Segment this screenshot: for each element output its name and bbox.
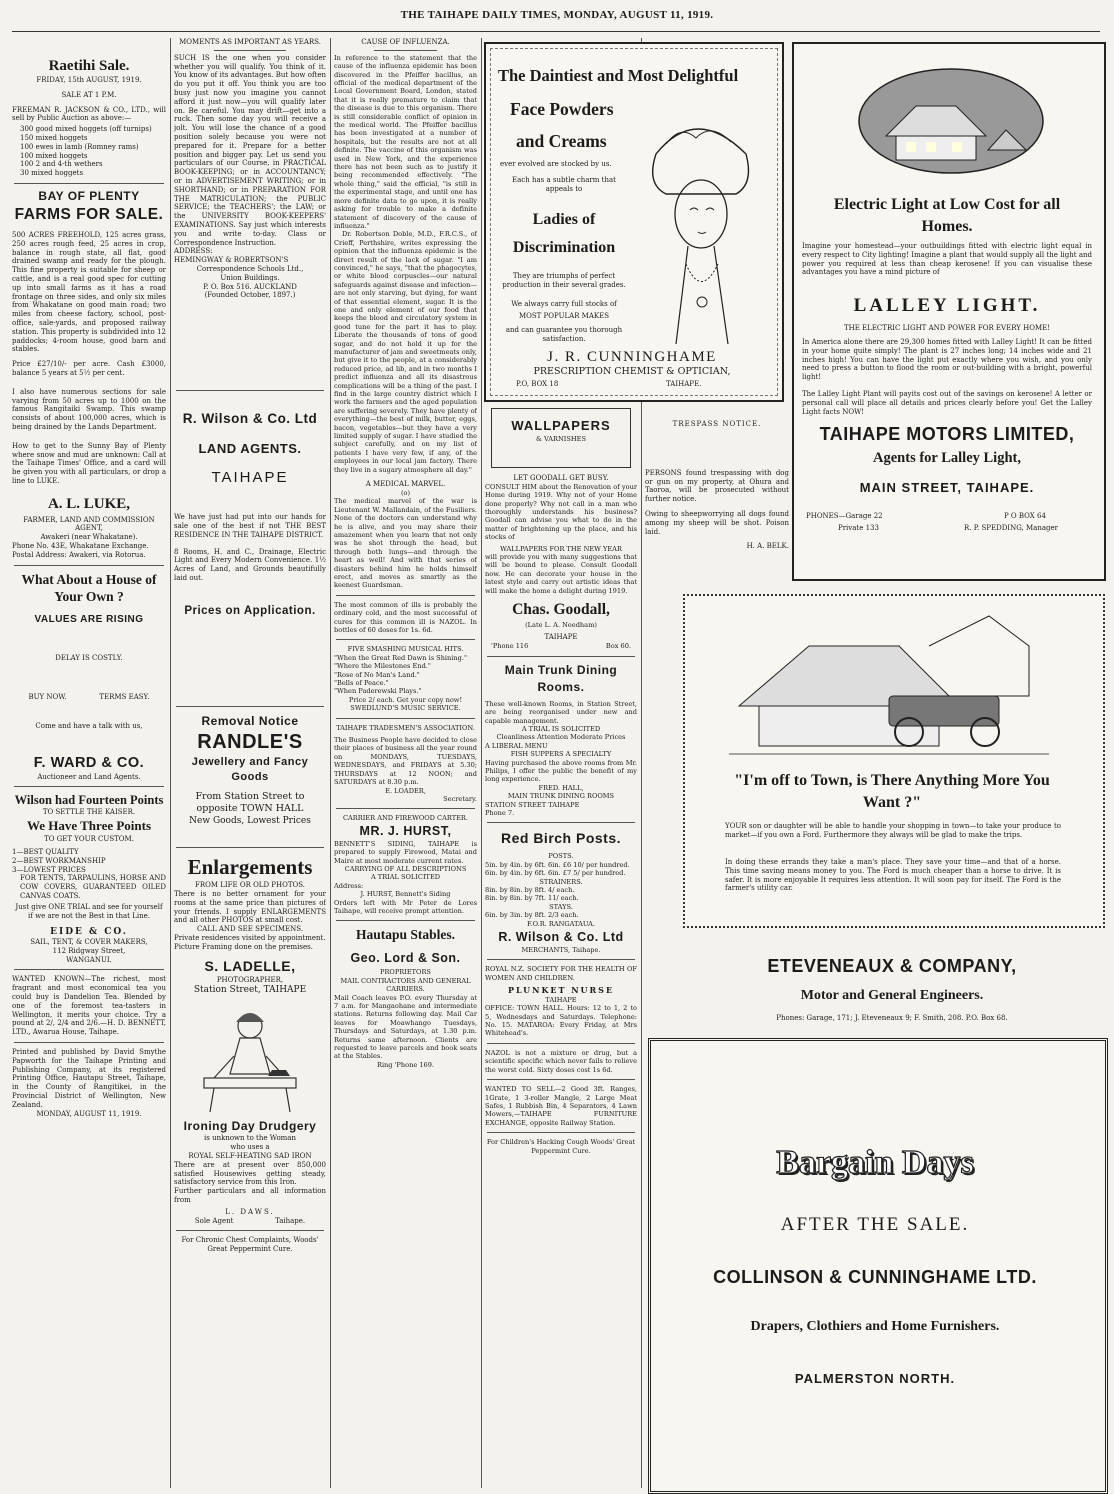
lalley-sub: THE ELECTRIC LIGHT AND POWER FOR EVERY HOME! — [843, 324, 1051, 332]
enlargements-body: There is no better ornament for your rooms at the same price than pictures of your friends. I supply ENLARGEMENTS and all other PHOTOS at small cost. — [174, 890, 326, 925]
wallpapers-body-2: will provide you with many suggestions that will be bound to please. Consult Goodall now. He can decorate your house in the latest style and carry out artistic ideas that will make the home a delight during 1919. — [485, 553, 637, 595]
influenza-body: In reference to the statement that the cause of the influenza epidemic has been discovered in the Pfeiffer bacillus, an official of the medical department of the Local Government Board, London, stated that it is really premature to claim that the disease is due to this organism. There is still considerable conflict of opinion in the medical world. The Pfeiffer bacillus has been investigated at a number of hospitals, but the results are not at all definite. The vaccine of this organism was used in New York, and the experience there has not been such as to justify it being recommended effectively. "The whole thing," said the official, "is still in the experimental stage, and until one has more definite data to go upon, it is really asking for trouble to make a definite statement of discovery of the cause of influenza." — [334, 53, 477, 230]
trespass-title: TRESPASS NOTICE. — [672, 420, 762, 428]
lalley-name: LALLEY LIGHT. — [853, 295, 1041, 316]
house-values: VALUES ARE RISING — [34, 613, 144, 625]
eide-role: SAIL, TENT, & COVER MAKERS, — [30, 938, 148, 947]
wallpapers-banner — [491, 408, 631, 468]
ford-body-1: YOUR son or daughter will be able to handle your shopping in town—to take your produce to market—if you own a Ford. Furthermore they always will be glad to make the trips. — [725, 822, 1061, 839]
red-birch-merchants: MERCHANTS, Taihape. — [521, 946, 601, 955]
bargain-days-ad — [648, 1038, 1108, 1494]
main-trunk-clean: Cleanliness Attention Moderate Prices — [496, 733, 626, 742]
wallpapers-body: CONSULT HIM about the Renovation of your Home during 1919. Why not of your Home done properly? Why not call in a man who thoroughly understands his business? Goodall can advise you what to do in the matter of brightening up the place, and his stocks of — [485, 482, 637, 542]
raetihi-time: SALE AT 1 P.M. — [61, 90, 117, 99]
music-item: "Where the Milestones End." — [334, 662, 431, 671]
music-title: FIVE SMASHING MUSICAL HITS. — [347, 645, 464, 654]
house-buy-row — [12, 693, 166, 702]
main-trunk-menu: A LIBERAL MENU — [485, 741, 548, 750]
main-trunk-name-2: MAIN TRUNK DINING ROOMS — [507, 792, 615, 801]
taihape-motors-agents: Agents for Lalley Light, — [873, 450, 1021, 466]
masthead-rule — [12, 31, 1100, 32]
rwilson-prices: Prices on Application. — [184, 604, 316, 617]
cunninghame-body: They are triumphs of perfect production in their several grades. — [502, 272, 626, 289]
furniture-exchange-ad: WANTED TO SELL—2 Good 3ft. Ranges, 1Grate, 1 3-roller Mangle, 2 Large Meat Safes, 1 Rubbish Bin, 4 Separators, 4 Lawn Mowers,—TAIHAPE FURNITURE EXCHANGE, opposite Railway Station. — [485, 1085, 637, 1127]
raetihi-item: 100 mixed hoggets — [20, 151, 88, 160]
dandelion-tea-ad: WANTED KNOWN—The richest, most fragrant and most economical tea you could buy is Dandelion Tea. Blended by one of the foremost tea-tasters in Wellington, it merits your choice. Try a pound at 2/, 2/4 and 2/6.—H. D. BENNETT, LTD., Awarua House, Taihape. — [12, 975, 166, 1037]
red-birch-line: 5in. by 4in. by 6ft. 6in. £6 10/ per hundred. — [485, 860, 630, 869]
music-price: Price 2/ each. Get your copy now! — [348, 695, 463, 704]
goodall-name: Chas. Goodall, — [512, 601, 610, 619]
daws-town: Taihape. — [275, 1216, 306, 1225]
marvel-title: A MEDICAL MARVEL. — [365, 480, 446, 489]
wilson-settle: TO SETTLE THE KAISER. — [42, 808, 136, 817]
ironing-woman-illustration — [174, 1004, 326, 1114]
wilson-try: Just give ONE TRIAL and see for yourself if we are not the Best in that Line. — [15, 902, 163, 920]
daws-role-row — [174, 1217, 326, 1226]
ward-role: Auctioneer and Land Agents. — [37, 772, 141, 781]
main-trunk-title: Main Trunk Dining Rooms. — [504, 662, 618, 694]
daws-name: L. DAWS. — [225, 1207, 275, 1216]
trespass-body: PERSONS found trespassing with dog or gun on my property, at Ohura and Taoroa, will be prosecuted without further notice. — [645, 468, 789, 504]
goodall-town: TAIHAPE — [544, 633, 578, 642]
wilson-points-title: Wilson had Fourteen Points — [14, 793, 164, 808]
taihape-motors-phones: PHONES—Garage 22 — [806, 512, 883, 520]
cunninghame-each: Each has a subtle charm that appeals to — [512, 176, 616, 193]
plunket-society: ROYAL N.Z. SOCIETY FOR THE HEALTH OF WOMEN AND CHILDREN. — [485, 965, 637, 982]
luke-phone: Phone No. 43E, Whakatane Exchange. — [12, 542, 149, 551]
luke-name: A. L. LUKE, — [47, 495, 131, 512]
bargain-title: Bargain Days — [776, 1144, 974, 1181]
bargain-town: PALMERSTON NORTH. — [794, 1371, 956, 1386]
cunninghame-ever: ever evolved are stocked by us. — [500, 160, 612, 168]
moments-title: MOMENTS AS IMPORTANT AS YEARS. — [179, 38, 321, 46]
hacking-cough-ad: For Children's Hacking Cough Woods' Great Peppermint Cure. — [486, 1138, 636, 1155]
main-trunk-fish: FISH SUPPERS A SPECIALTY — [510, 750, 612, 759]
marvel-body: The medical marvel of the war is Lieutenant W. Mallandain, of the Fusiliers. None of the doctors can understand why he is alive, and you may share their amazement when you learn that not only was he shot through the head, but through both lungs—and through the heart as well! And with that series of disasters behind him he holds himself erect, and moves as smartly as the keenest Guardsman. — [334, 497, 477, 590]
taihape-motors-box: P O BOX 64 — [1004, 512, 1046, 520]
music-item: "When Paderewski Plays." — [334, 687, 422, 696]
raetihi-item: 150 mixed hoggets — [20, 133, 88, 142]
plunket-town: TAIHAPE — [545, 995, 577, 1004]
cunninghame-ad — [484, 42, 784, 402]
cunninghame-box: P.O, BOX 18 — [516, 380, 559, 388]
enlargements-title: Enlargements — [187, 855, 313, 880]
moments-address: Correspondence Schools Ltd., — [196, 264, 304, 273]
hurst-body: BENNETT'S SIDING, TAIHAPE is prepared to supply Firewood, Matai and Maire at most moderate current rates. — [334, 839, 477, 865]
homestead-illustration — [856, 66, 1046, 176]
ladelle-name: S. LADELLE, — [204, 957, 296, 974]
carrier-title: CARRIER AND FIREWOOD CARTER. — [343, 814, 468, 823]
removal-title: Removal Notice — [201, 714, 299, 729]
rwilson-name: R. Wilson & Co. Ltd — [182, 411, 318, 427]
column-4 — [485, 404, 637, 1488]
ford-car-illustration — [729, 606, 1049, 756]
nazol-ad: The most common of ills is probably the ordinary cold, and the most successful of cures for this common ill is NAZOL. In bottles of 60 doses for 1s. 6d. — [334, 600, 477, 634]
lord-name: Geo. Lord & Son. — [350, 951, 461, 966]
eteveneaux-role: Motor and General Engineers. — [800, 988, 984, 1003]
house-title: What About a House of Your Own ? — [21, 571, 157, 604]
wilson-custom: TO GET YOUR CUSTOM. — [44, 835, 134, 844]
music-item: "Rose of No Man's Land." — [334, 670, 420, 679]
rwilson-body: We have just had put into our hands for sale one of the best if not THE BEST RESIDENCE IN THE TAIHAPE DISTRICT. — [174, 513, 326, 539]
main-trunk-address: STATION STREET TAIHAPE — [485, 800, 580, 809]
wallpapers-busy: LET GOODALL GET BUSY. — [513, 474, 609, 482]
lady-portrait-illustration — [636, 114, 766, 344]
lord-body: Mail Coach leaves P.O. every Thursday at 7 a.m. for Mangaohane and intermediate stations. Returns following day. Mail Car leaves for Moawhango Tuesdays, Thursdays and Saturdays, at 1.30 p.m. Returns same afternoon. Clients are requested to leave parcels and book seats at the Stables. — [334, 993, 477, 1061]
ford-title: "I'm off to Town, is There Anything More You Want ?" — [734, 772, 1050, 811]
lalley-light-ad — [792, 42, 1106, 581]
eide-town: WANGANUI. — [66, 955, 112, 964]
red-birch-line: 6in. by 3in. by 8ft. 2/3 each. — [485, 911, 579, 920]
red-birch-line: 8in. by 8in. by 8ft. 4/ each. — [485, 886, 575, 894]
trespass-notice — [645, 420, 789, 590]
bay-title-2: FARMS FOR SALE. — [14, 205, 164, 223]
lord-role: PROPRIETORS — [380, 968, 431, 977]
ironing-body: There are at present over 850,000 satisfied Housewives getting steady, satisfactory service from this Iron. — [174, 1160, 326, 1187]
cunninghame-role: PRESCRIPTION CHEMIST & OPTICIAN, — [533, 366, 731, 377]
red-birch-line: 8in. by 8in. by 7ft. 11/ each. — [485, 894, 579, 903]
tradesmen-body: The Business People have decided to close their places of business all the year round on MONDAYS, TUESDAYS, WEDNESDAYS, and FRIDAYS at 5.30; THURSDAYS at 12 NOON; and SATURDAYS at 8.30 p.m. — [334, 736, 477, 787]
red-birch-fob: F.O.R. RANGATAUA. — [526, 919, 596, 928]
wallpapers-banner-sub: & VARNISHES — [536, 435, 586, 443]
taihape-motors-name: TAIHAPE MOTORS LIMITED, — [819, 424, 1075, 444]
raetihi-item: 100 ewes in lamb (Romney rams) — [20, 142, 139, 151]
ford-ad — [683, 594, 1105, 928]
goodall-phone: 'Phone 116 — [491, 642, 529, 651]
main-trunk-body: These well-known Rooms, in Station Street, are being reorganised under new and capable management. — [485, 699, 637, 725]
enlargements-call: CALL AND SEE SPECIMENS. — [196, 925, 304, 934]
ladelle-role: PHOTOGRAPHER, — [216, 975, 284, 984]
raetihi-item: 300 good mixed hoggets (off turnips) — [20, 125, 152, 134]
wallpapers-banner-title: WALLPAPERS — [511, 418, 611, 433]
hautapu-stables-title: Hautapu Stables. — [355, 927, 456, 943]
wilson-for: FOR TENTS, TARPAULINS, HORSE AND COW COVERS, GUARANTEED OILED CANVAS COATS. — [20, 874, 166, 901]
enlargements-framing: Picture Framing done on the premises. — [174, 942, 313, 951]
cunninghame-town: TAIHAPE. — [666, 380, 702, 388]
moments-address: P. O. Box 516. AUCKLAND — [203, 282, 297, 291]
red-birch-posts: POSTS. — [548, 852, 574, 861]
raetihi-item: 30 mixed hoggets — [20, 169, 84, 178]
ironing-sub: is unknown to the Woman — [204, 1134, 296, 1143]
randle-from: From Station Street to opposite TOWN HALL — [195, 791, 305, 815]
goodall-box: Box 60. — [605, 642, 631, 651]
house-buy: BUY NOW. — [28, 693, 67, 702]
ward-name: F. WARD & CO. — [33, 754, 145, 771]
music-item: "Bells of Peace." — [334, 679, 389, 688]
daws-role: Sole Agent — [194, 1216, 234, 1225]
taihape-motors-address: MAIN STREET, TAIHAPE. — [859, 480, 1035, 495]
cunninghame-ladies: Ladies of Discrimination — [512, 211, 616, 256]
trespass-signature: H. A. BELK. — [746, 542, 789, 551]
raetihi-item: 100 2 and 4-th wethers — [20, 160, 103, 169]
bargain-role: Drapers, Clothiers and Home Furnishers. — [750, 1319, 1000, 1334]
nazol-ad-2: NAZOL is not a mixture or drug, but a scientific specific which never fails to relieve the worst cold. Sixty doses cost 1s 6d. — [485, 1048, 637, 1074]
ironing-title: Ironing Day Drudgery — [183, 1119, 317, 1134]
taihape-motors-private: Private 133 — [838, 524, 879, 532]
moments-address: (Founded October, 1897.) — [204, 291, 296, 300]
eteveneaux-name: ETEVENEAUX & COMPANY, — [767, 956, 1017, 976]
hurst-orders: Orders left with Mr Peter de Lores Taihape, will receive prompt attention. — [334, 898, 477, 915]
red-birch-line: 6in. by 4in. by 6ft. 6in. £7 5/ per hundred. — [485, 869, 626, 878]
moments-address-label: ADDRESS: — [174, 247, 213, 256]
lalley-body-3: The Lalley Light Plant will payits cost out of the savings on kerosene! A letter or personal call will place all details and prices clearly before you! Get the Lalley Light facts NOW! — [802, 390, 1092, 416]
raetihi-date: FRIDAY, 15th AUGUST, 1919. — [36, 76, 142, 84]
music-item: "When the Great Red Dawn is Shining." — [334, 653, 467, 662]
plunket-body: OFFICE: TOWN HALL. Hours: 12 to 1, 2 to 5, Wednesdays and Saturdays. Telephone: No. 15. MATAROA: Every Friday, at Mrs Whitehead's. — [485, 1004, 637, 1038]
goodall-contact-row — [485, 642, 637, 650]
column-divider — [481, 38, 482, 1488]
cunninghame-makes: MOST POPULAR MAKES — [518, 312, 610, 320]
red-birch-strainers: STRAINERS. — [539, 877, 583, 886]
bargain-firm: COLLINSON & CUNNINGHAME LTD. — [713, 1267, 1037, 1287]
wilson-point: 2—BEST WORKMANSHIP — [12, 856, 106, 865]
ladelle-addr: Station Street, TAIHAPE — [193, 985, 307, 996]
lalley-body: Imagine your homestead—your outbuildings fitted with electric light equal in every respect to City lighting! Imagine a plant that would supply all the light and power you required at less than cheap kerosene! If you can visualise these advantages you have a mind picture of — [802, 242, 1092, 277]
cunninghame-title-2: Face Powders — [510, 99, 614, 119]
music-firm: SWEDLUND'S MUSIC SERVICE. — [350, 704, 461, 713]
cunninghame-name: J. R. CUNNINGHAME — [547, 349, 717, 365]
main-trunk-name: FRED. HALL, — [538, 783, 584, 792]
tradesmen-title: TAIHAPE TRADESMEN'S ASSOCIATION. — [336, 723, 475, 732]
moments-address: Union Buildings. — [220, 273, 280, 282]
enlargements-private: Private residences visited by appointment. — [174, 934, 326, 943]
randle-name: RANDLE'S — [197, 731, 303, 754]
cunninghame-title-1: The Daintiest and Most Delightful — [498, 66, 739, 85]
lalley-title: Electric Light at Low Cost for all Homes. — [833, 196, 1061, 235]
luke-postal: Postal Address: Awakeri, via Rotorua. — [12, 550, 146, 559]
column-3 — [334, 38, 477, 1488]
three-points-title: We Have Three Points — [26, 818, 152, 834]
column-2 — [174, 38, 326, 1488]
house-terms: TERMS EASY. — [99, 693, 150, 702]
red-birch-firm: R. Wilson & Co. Ltd — [498, 930, 624, 945]
ironing-sub: ROYAL SELF-HEATING SAD IRON — [188, 1152, 312, 1161]
column-divider — [170, 38, 171, 1488]
house-delay: DELAY IS COSTLY. — [55, 654, 123, 663]
rwilson-role: LAND AGENTS. — [198, 441, 302, 457]
enlargements-from: FROM LIFE OR OLD PHOTOS. — [194, 881, 306, 890]
marvel-sub: (o) — [400, 488, 411, 497]
hurst-address: J. HURST, Bennett's Siding — [360, 890, 451, 899]
randle-sub: Jewellery and Fancy Goods — [191, 756, 309, 784]
hurst-carrying: CARRYING OF ALL DESCRIPTIONS — [344, 864, 467, 873]
randle-new: New Goods, Lowest Prices — [189, 816, 311, 827]
hurst-name: MR. J. HURST, — [359, 823, 452, 838]
lalley-body-2: In America alone there are 29,300 homes fitted with Lalley Light! It can be fitted in your home quite simply! The plant is 27 inches long; 14 inches wide and 21 inches high! You can have the light put exactly where you wish, and you only need to press a button to flood the room or out-building with a bright, powerful light! — [802, 338, 1092, 382]
ironing-further: Further particulars and all information from — [174, 1187, 326, 1205]
bay-how: How to get to the Sunny Bay of Plenty where snow and mud are unknown: Call at the Taihape Times' Office, and a card will be given you with all particulars, or drop a line to LUKE. — [12, 441, 166, 485]
influenza-body-2: Dr. Robertson Doble, M.D., F.R.C.S., of Crieff, Perthshire, writes expressing the opinion that the influenza epidemic is the direct result of the lack of sugar. "I am convinced," he says, "that the phagocytes, or white blood corpuscles—our natural safeguards against disease and infection—are not only starving, but dying, for want of that essential element, sugar. It is the one and only element of our food that keeps the blood and circulatory system in good tune for the part it has to play. Liberate the thousands of tons of good sugar, and do not hold it up for the manufacturer of jam and sweetmeats only, but give it to the people, at a considerably reduced price, ad lib, and in two months I predict influenza and all its disastrous complications will be a thing of the past. I find in the large country district which I work the farmers and the aged population are suffering severely. They have plenty of everything—the best of milk, butter, eggs, bacon, vegetables—but they have a very limited supply of sugar. I have studied the subject carefully, and on my list of patients I have very few, if any, of the employees in our local jam factory. There they live in a sugary atmosphere all day." — [334, 230, 477, 474]
masthead: THE TAIHAPE DAILY TIMES, MONDAY, AUGUST 11, 1919. — [400, 9, 714, 21]
goodall-late: (Late L. A. Needham) — [525, 621, 597, 630]
imprint: Printed and published by David Smythe Papworth for the Taihape Printing and Publishing Company, at its registered Printing Office, Hautapu Street, Taihape, in the County of Rangitikei, in the Provincial District of Wellington, New Zealand. — [12, 1047, 166, 1109]
trespass-body-2: Owing to sheepworrying all dogs found among my sheep will be shot. Poison laid. — [645, 509, 789, 536]
column-1 — [12, 38, 166, 1488]
eide-name: EIDE & CO. — [50, 927, 128, 938]
influenza-title: CAUSE OF INFLUENZA. — [361, 38, 450, 46]
tradesmen-signature: E. LOADER, — [385, 786, 426, 795]
wilson-point: 1—BEST QUALITY — [12, 848, 79, 857]
bargain-after: AFTER THE SALE. — [780, 1214, 970, 1235]
moments-address: HEMINGWAY & ROBERTSON'S — [174, 256, 289, 265]
luke-place: Awakeri (near Whakatane). — [40, 533, 138, 542]
house-talk: Come and have a talk with us, — [35, 721, 143, 730]
cunninghame-guarantee: and can guarantee you thorough satisfaction. — [505, 326, 623, 343]
moments-body: SUCH IS the one when you consider whether you will qualify. You think of it. You know of its advantages. But how often do you put it off. You think you are too busy just now you imagine you cannot afford it just now—you will qualify later on. Be careful. You may drift—get into a ruck. Then some day you will receive a jolt. You will lose the chance of a good position solely because you were not prepared for it. Prepare for a better position and bigger pay. Let us send you particulars of our Course, in PRACTICAL BOOK-KEEPING; or in ACCOUNTANCY; or in ADVERTISEMENT WRITING; or in SHORTHAND; or in PREPARATION FOR THE MATRICULATION; the PUBLIC SERVICE; the TEACHERS'; the LAW; or the UNIVERSITY BOOK-KEEPERS' EXAMINATIONS. Say just which interests you and write to-day. Class or Correspondence Instruction. — [174, 53, 326, 247]
wallpapers-new-year: WALLPAPERS FOR THE NEW YEAR — [500, 544, 622, 553]
eteveneaux-phones: Phones: Garage, 171; J. Eteveneaux 9; F. Smith, 208. P.O. Box 68. — [776, 1014, 1008, 1022]
wilson-point: 3—LOWEST PRICES — [12, 865, 86, 874]
ford-body-2: In doing these errands they take a man's place. They save your time—and that of a horse. This time saving means money to you. The Ford is much cheaper than a horse to drive. It is safer. It is more enjoyable It requires less attention. It will soon pay for itself. The Ford is the farmer's utility car. — [725, 858, 1061, 893]
main-trunk-phone: Phone 7. — [485, 808, 515, 817]
imprint-date: MONDAY, AUGUST 11, 1919. — [36, 1109, 142, 1118]
hurst-trial: A TRIAL SOLICITED — [370, 873, 441, 882]
bay-body: 500 ACRES FREEHOLD, 125 acres grass, 250 acres rough feed, 25 acres in crop, balance in rough state, all flat, good drained swamp and ready for the plough. This fine property is suitable for sheep or cattle, and is a real good spec for cutting up into small farms as it has a road frontage on three sides, and only six miles from Whakatane on good main road; two miles from cheese factory, school, post-office, sale-yards, and proposed railway station. This property is subdivided into 12 paddocks; 4-room house, good barn and stables. — [12, 230, 166, 354]
plunket-title: PLUNKET NURSE — [507, 985, 615, 996]
eide-addr: 112 Ridgway Street, — [52, 946, 126, 955]
cunninghame-stock: We always carry full stocks of — [511, 300, 617, 308]
chronic-chest-ad: For Chronic Chest Complaints, Woods' Great Peppermint Cure. — [181, 1236, 319, 1254]
red-birch-stays: STAYS. — [549, 902, 573, 911]
hurst-address-label: Address: — [334, 881, 364, 890]
rwilson-town: TAIHAPE — [211, 469, 289, 487]
main-trunk-purchased: Having purchased the above rooms from Mr. Philips, I offer the public the benefit of my long experience. — [485, 758, 637, 784]
column-divider — [330, 38, 331, 1488]
bay-price: Price £27/10/- per acre. Cash £3000, balance 5 years at 5½ per cent. — [12, 360, 166, 377]
bay-title-1: BAY OF PLENTY — [38, 188, 140, 203]
main-trunk-trial: A TRIAL IS SOLICITED — [521, 724, 601, 733]
tradesmen-secretary: Secretary. — [443, 794, 477, 803]
lord-phone: Ring 'Phone 169. — [376, 1060, 435, 1069]
taihape-motors-manager: R. P. SPEDDING, Manager — [964, 524, 1058, 532]
rwilson-rooms: 8 Rooms, H. and C., Drainage, Electric Light and Every Modern Convenience. 1½ Acres of Land, and Grounds beautifully laid out. — [174, 547, 326, 582]
lord-role-2: MAIL CONTRACTORS AND GENERAL CARRIERS. — [340, 976, 471, 994]
ironing-sub: who uses a — [230, 1143, 270, 1152]
cunninghame-title-3: and Creams — [516, 131, 607, 151]
raetihi-sale-title: Raetihi Sale. — [48, 58, 130, 74]
red-birch-title: Red Birch Posts. — [500, 830, 622, 847]
luke-role: FARMER, LAND AND COMMISSION AGENT, — [23, 515, 155, 533]
bay-sections: I also have numerous sections for sale varying from 50 acres up to 1000 on the famous Rangitaiki Swamp. This swamp consists of about 100,000 acres, which is being drained by the Lands Department. — [12, 387, 166, 431]
raetihi-intro: FREEMAN R. JACKSON & CO., LTD., will sell by Public Auction as above:— — [12, 105, 166, 123]
